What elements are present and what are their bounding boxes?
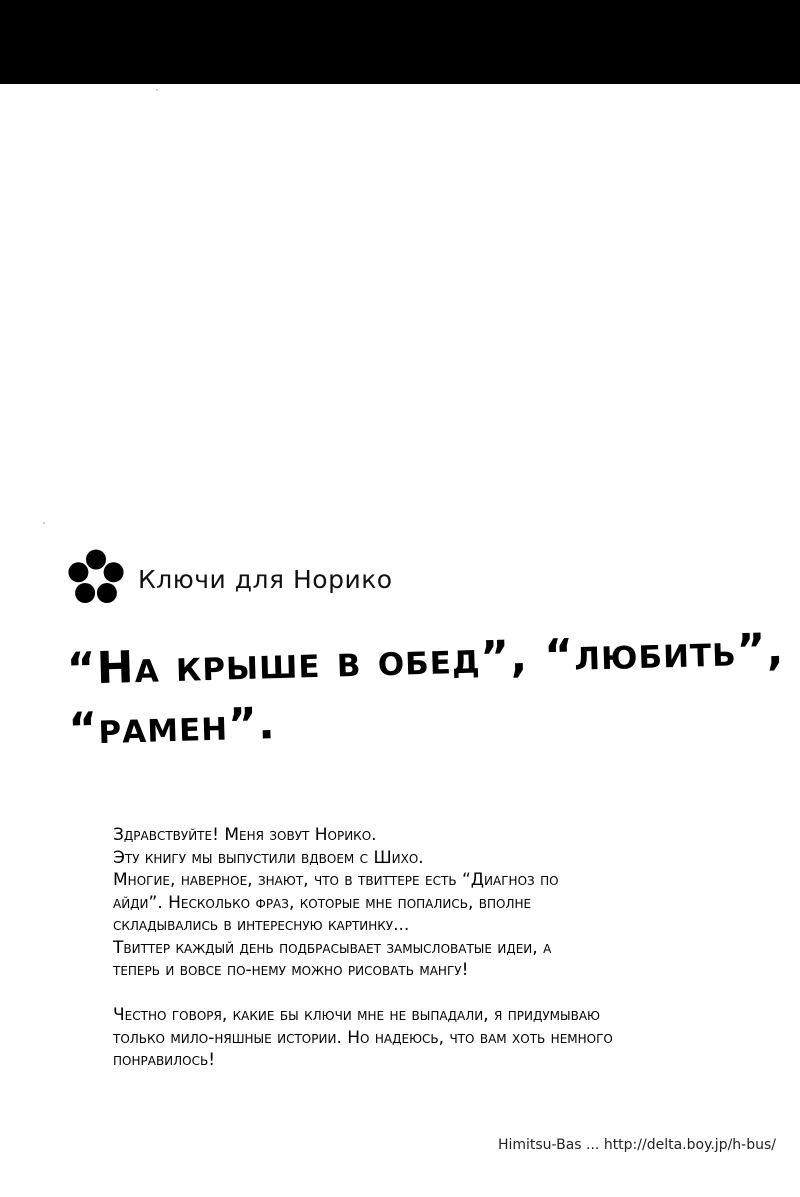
body-text xyxy=(113,824,773,1072)
text-line: понравилось! xyxy=(113,1050,216,1070)
page-speck xyxy=(156,89,158,91)
plum-blossom-icon xyxy=(66,548,126,608)
text-line: айди”. Несколько фраз, которые мне попались, вполне xyxy=(113,892,532,913)
text-line: Многие, наверное, знают, что в твиттере есть “Диагноз по xyxy=(113,870,559,890)
headline-line: “На крыше в обед”, “любить”, xyxy=(66,623,785,695)
top-black-bar xyxy=(0,0,800,84)
text-line: теперь и вовсе по-нему можно рисовать мангу! xyxy=(113,960,469,980)
headline xyxy=(66,620,789,760)
credit-url: Himitsu-Bas ... http://delta.boy.jp/h-bus/ xyxy=(497,1137,776,1153)
text-line: только мило-няшные истории. Но надеюсь, что вам хоть немного xyxy=(113,1027,613,1048)
text-line: Эту книгу мы выпустили вдвоем с Шихо. xyxy=(113,847,424,868)
text-line: Здравствуйте! Меня зовут Норико. xyxy=(113,825,377,845)
paragraph xyxy=(113,824,773,982)
section-header xyxy=(66,548,393,608)
text-line: складывались в интересную картинку... xyxy=(113,915,410,935)
page-speck xyxy=(43,522,45,524)
section-title: Ключи для Норико xyxy=(138,564,393,594)
text-line: Честно говоря, какие бы ключи мне не выпадали, я придумываю xyxy=(113,1005,601,1025)
headline-line: “рамен”. xyxy=(67,698,277,755)
paragraph xyxy=(113,1004,773,1072)
text-line: Твиттер каждый день подбрасывает замысловатые идеи, а xyxy=(113,937,552,958)
